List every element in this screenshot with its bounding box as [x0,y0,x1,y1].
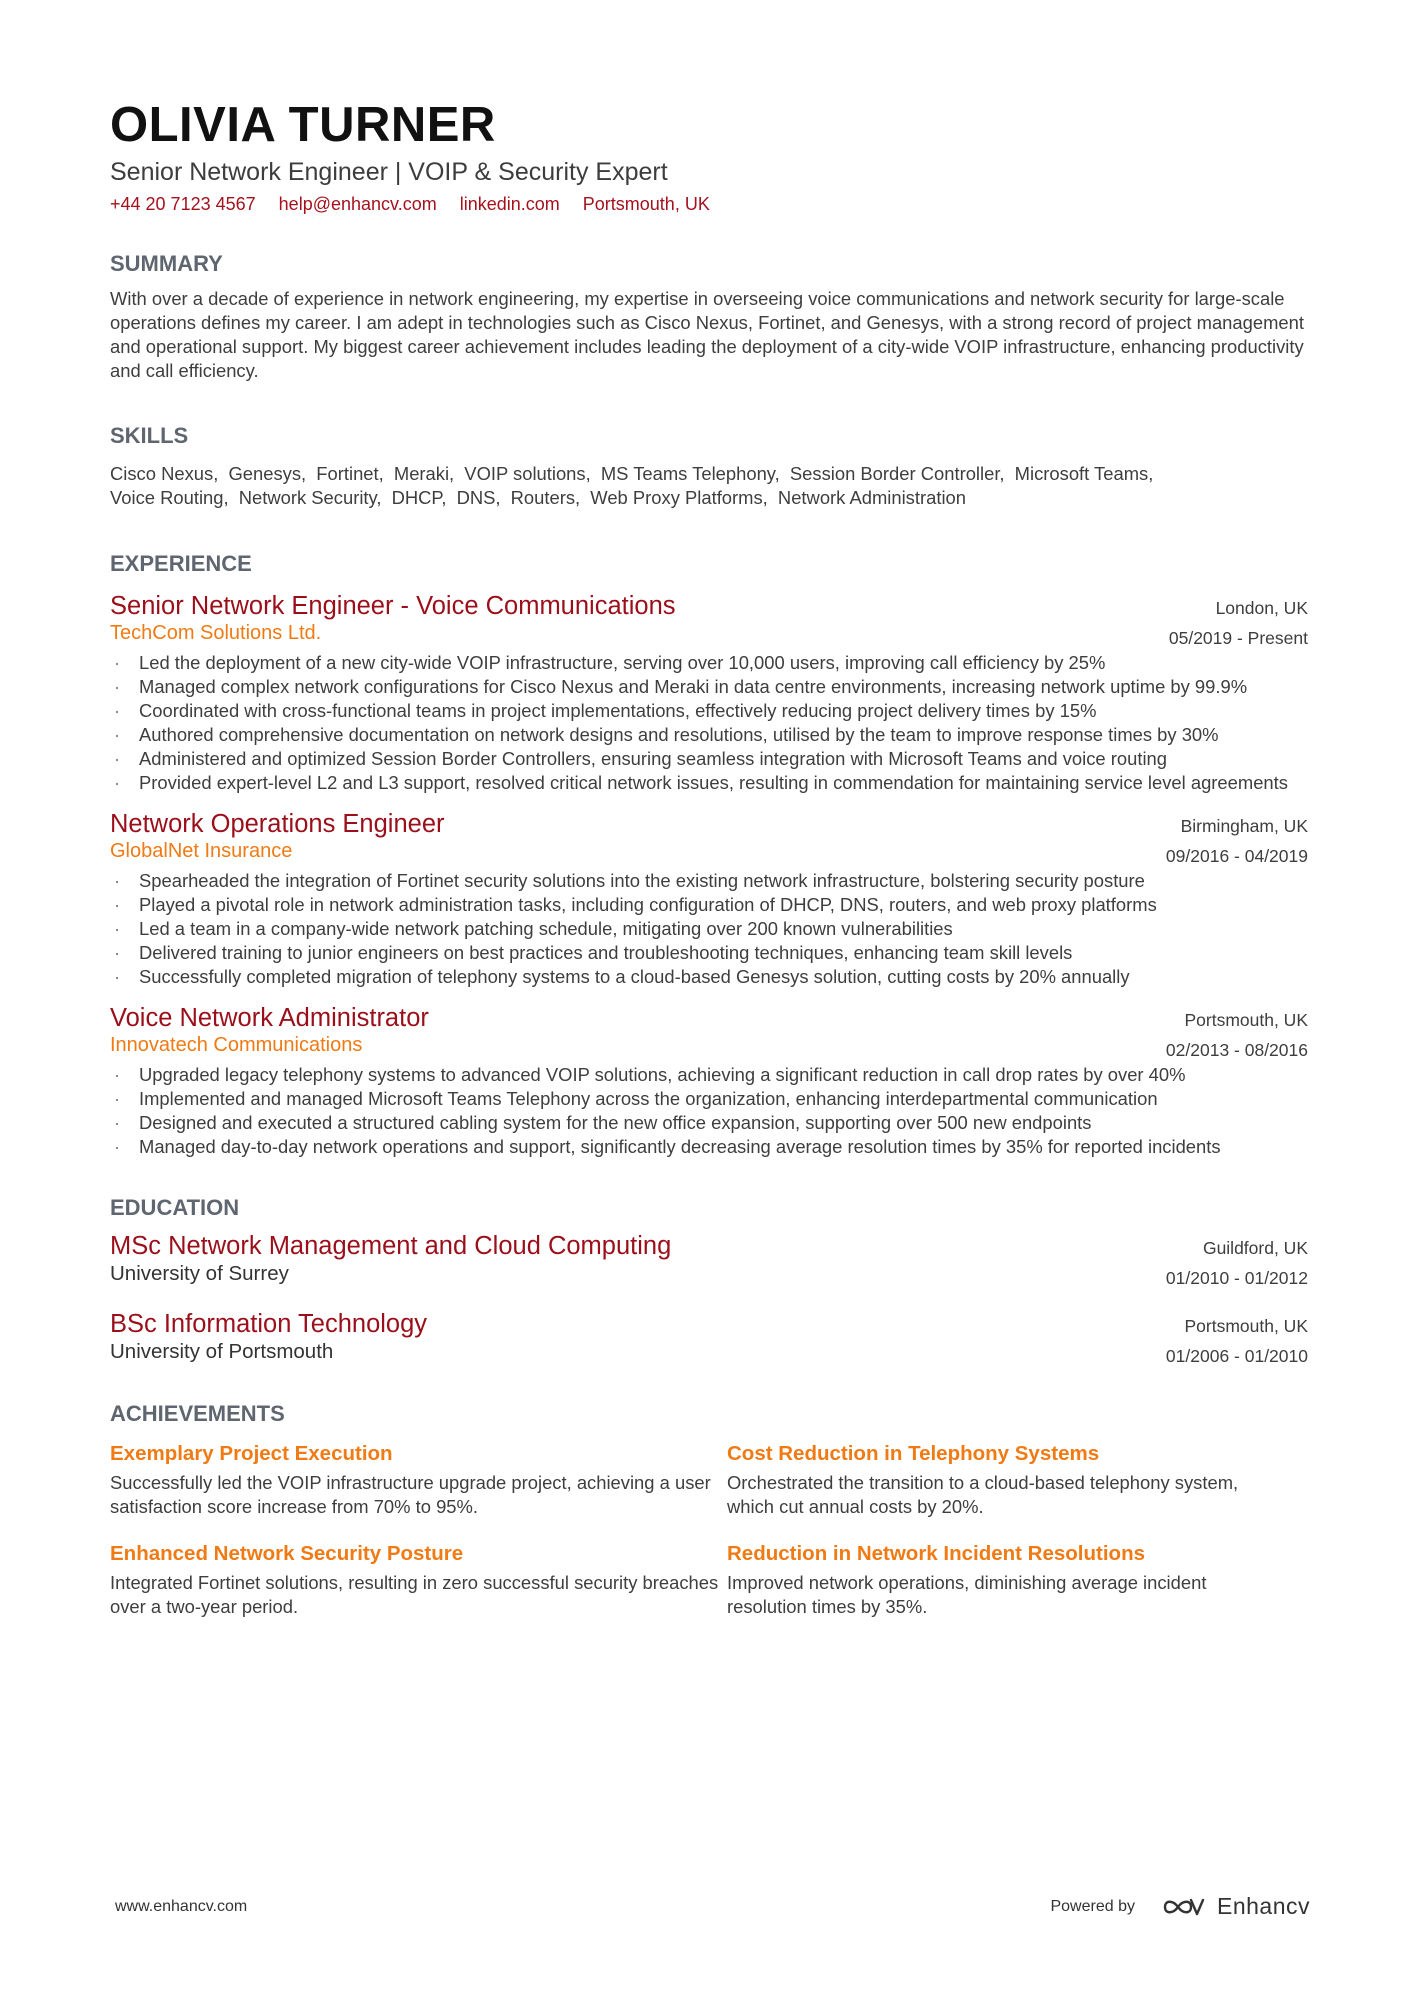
achievement-desc: Improved network operations, diminishing average incident resolution times by 35%. [727,1572,1207,1617]
skills-list [110,462,1308,510]
bullet-item: · Implemented and managed Microsoft Teams Telephony across the organization, enhancing interdepartmental communication [110,1087,1308,1111]
job-company: TechCom Solutions Ltd. [110,622,322,644]
contact-line [110,193,1308,215]
skills-heading: SKILLS [110,423,189,448]
edu-meta [1166,1311,1308,1371]
job-entry [110,1003,1308,1159]
bullet-item: · Led a team in a company-wide network patching schedule, mitigating over 200 known vulnerabilities [110,917,1308,941]
summary-heading: SUMMARY [110,251,223,276]
bullet-item: · Led the deployment of a new city-wide VOIP infrastructure, serving over 10,000 users, improving call efficiency by 25% [110,651,1308,675]
edu-location: Guildford, UK [1202,1238,1308,1258]
skill-item: Microsoft Teams, [1014,463,1154,484]
bullet-item: · Designed and executed a structured cabling system for the new office expansion, supporting over 500 new endpoints [110,1111,1308,1135]
skill-item: DHCP, [391,487,447,508]
job-bullets [110,651,1308,795]
skill-item: Cisco Nexus, [110,463,219,484]
job-company: GlobalNet Insurance [110,840,293,862]
job-location: London, UK [1215,598,1308,618]
skill-item: Network Administration [777,487,966,508]
education-heading: EDUCATION [110,1195,240,1220]
skill-item: Network Security, [238,487,382,508]
edu-dates: 01/2006 - 01/2010 [1165,1346,1308,1366]
job-title: Voice Network Administrator [110,1004,429,1032]
job-meta [1166,811,1308,871]
job-dates: 05/2019 - Present [1168,628,1308,648]
job-bullets [110,869,1308,989]
achievement-item [110,1441,727,1519]
resume-page [110,98,1308,1619]
bullet-item: · Coordinated with cross-functional teams in project implementations, effectively reducing project delivery times by 15% [110,699,1308,723]
job-meta [1169,593,1308,653]
bullet-item: · Delivered training to junior engineers on best practices and troubleshooting techniques, enhancing team skill levels [110,941,1308,965]
bullet-item: · Spearheaded the integration of Fortinet security solutions into the existing network infrastructure, bolstering security posture [110,869,1308,893]
job-meta [1166,1005,1308,1065]
skill-item: Session Border Controller, [789,463,1005,484]
contact-location: Portsmouth, UK [582,194,710,214]
candidate-title: Senior Network Engineer | VOIP & Security Expert [110,158,668,186]
skill-item: Voice Routing, [110,487,229,508]
bullet-item: · Upgraded legacy telephony systems to advanced VOIP solutions, achieving a significant reduction in call drop rates by over 40% [110,1063,1308,1087]
achievement-desc: Orchestrated the transition to a cloud-based telephony system, which cut annual costs by 20%. [727,1472,1239,1517]
achievement-item [727,1441,1287,1519]
skill-item: DNS, [456,487,501,508]
skill-item: Web Proxy Platforms, [590,487,768,508]
education-entry [110,1309,1308,1365]
experience-heading: EXPERIENCE [110,551,252,576]
achievement-item [727,1541,1287,1619]
achievement-title: Exemplary Project Execution [110,1442,393,1465]
achievements-heading: ACHIEVEMENTS [110,1401,285,1426]
skill-item: VOIP solutions, [464,463,591,484]
achievement-title: Enhanced Network Security Posture [110,1542,464,1565]
skill-item: MS Teams Telephony, [600,463,780,484]
edu-meta [1166,1233,1308,1293]
edu-school: University of Surrey [110,1262,289,1285]
contact-phone[interactable]: +44 20 7123 4567 [110,194,256,214]
candidate-name: OLIVIA TURNER [110,98,496,152]
edu-dates: 01/2010 - 01/2012 [1165,1268,1308,1288]
footer-branding [1050,1893,1310,1920]
bullet-item: · Played a pivotal role in network administration tasks, including configuration of DHCP, DNS, routers, and web proxy platforms [110,893,1308,917]
bullet-item: · Provided expert-level L2 and L3 support, resolved critical network issues, resulting in commendation for maintaining service level agreements [110,771,1308,795]
brand-name[interactable]: Enhancv [1216,1893,1310,1919]
job-company: Innovatech Communications [110,1034,363,1056]
skill-item: Routers, [510,487,581,508]
achievement-title: Reduction in Network Incident Resolutions [727,1542,1145,1565]
bullet-item: · Managed day-to-day network operations and support, significantly decreasing average resolution times by 35% for reported incidents [110,1135,1308,1159]
achievements-grid [110,1441,1308,1619]
bullet-item: · Authored comprehensive documentation on network designs and resolutions, utilised by the team to improve response times by 30% [110,723,1308,747]
education-entry [110,1231,1308,1287]
job-dates: 02/2013 - 08/2016 [1165,1040,1308,1060]
footer-url[interactable]: www.enhancv.com [115,1898,248,1915]
achievement-title: Cost Reduction in Telephony Systems [727,1442,1100,1465]
achievement-desc: Successfully led the VOIP infrastructure upgrade project, achieving a user satisfaction score increase from 70% to 95%. [110,1472,711,1517]
job-entry [110,591,1308,795]
contact-linkedin[interactable]: linkedin.com [459,194,560,214]
job-bullets [110,1063,1308,1159]
bullet-item: · Administered and optimized Session Border Controllers, ensuring seamless integration with Microsoft Teams and voice routing [110,747,1308,771]
edu-school: University of Portsmouth [110,1340,334,1363]
achievement-item [110,1541,727,1619]
skill-item: Meraki, [393,463,455,484]
job-title: Senior Network Engineer - Voice Communications [110,592,676,620]
skill-item: Genesys, [228,463,307,484]
job-location: Birmingham, UK [1180,816,1308,836]
edu-degree: BSc Information Technology [110,1310,428,1338]
edu-location: Portsmouth, UK [1184,1316,1308,1336]
bullet-item: · Managed complex network configurations for Cisco Nexus and Meraki in data centre environments, increasing network uptime by 99.9% [110,675,1308,699]
job-location: Portsmouth, UK [1184,1010,1308,1030]
contact-email[interactable]: help@enhancv.com [278,194,437,214]
achievement-desc: Integrated Fortinet solutions, resulting in zero successful security breaches over a two-year period. [110,1572,719,1617]
job-dates: 09/2016 - 04/2019 [1165,846,1308,866]
summary-text: With over a decade of experience in network engineering, my expertise in overseeing voice communications and network security for large-scale operations defines my career. I am adept in technologies such as Cisco Nexus, Fortinet, and Genesys, with a strong record of project management and operational support. My biggest career achievement includes leading the deployment of a city-wide VOIP infrastructure, enhancing productivity and call efficiency. [110,288,1304,381]
powered-by-label: Powered by [1050,1897,1135,1915]
skill-item: Fortinet, [316,463,384,484]
edu-degree: MSc Network Management and Cloud Computing [110,1232,672,1260]
bullet-item: · Successfully completed migration of telephony systems to a cloud-based Genesys solution, cutting costs by 20% annually [110,965,1308,989]
footer [115,1893,1310,1923]
enhancv-logo-icon [1161,1894,1207,1920]
job-title: Network Operations Engineer [110,810,445,838]
job-entry [110,809,1308,989]
